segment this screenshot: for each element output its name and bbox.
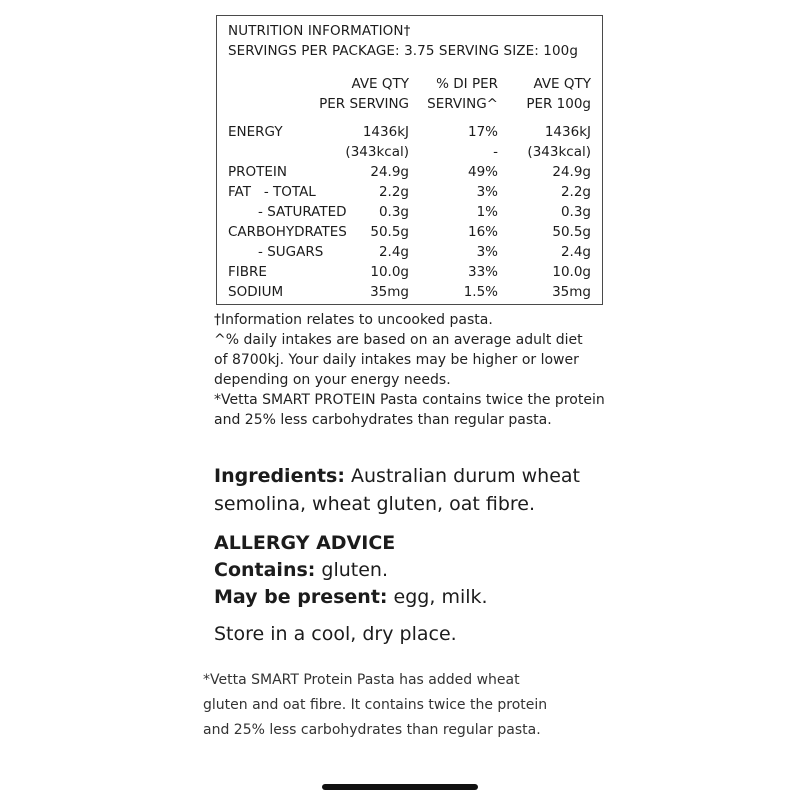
footnote-line: and 25% less carbohydrates than regular pasta.: [203, 722, 541, 738]
allergy-advice: [214, 530, 614, 611]
note-line: ^% daily intakes are based on an average adult diet: [214, 332, 583, 348]
note-line: *Vetta SMART PROTEIN Pasta contains twice the protein: [214, 392, 605, 408]
table-row: [217, 282, 602, 302]
nutrition-rows: [217, 122, 602, 302]
value-daily-intake: 49%: [467, 164, 498, 180]
value-per-serving: 24.9g: [370, 164, 409, 180]
table-row: [217, 262, 602, 282]
nutrition-table: [217, 74, 602, 302]
value-per-100g: 1436kJ: [544, 124, 591, 140]
table-row: [217, 162, 602, 182]
header-per-serving-sub: PER SERVING: [319, 96, 409, 112]
value-per-100g: (343kcal): [527, 144, 591, 160]
table-header-row-2: [217, 94, 602, 114]
table-row: [217, 242, 602, 262]
nutrition-title: NUTRITION INFORMATION†: [228, 23, 411, 39]
value-per-100g: 2.4g: [560, 244, 591, 260]
note-line: †Information relates to uncooked pasta.: [214, 312, 493, 328]
nutrient-label: CARBOHYDRATES: [228, 224, 347, 240]
header-di-sub: SERVING^: [427, 96, 498, 112]
may-contain-label: May be present:: [214, 586, 388, 608]
value-per-100g: 10.0g: [552, 264, 591, 280]
nutrient-label: FIBRE: [228, 264, 267, 280]
nutrient-label: - SATURATED: [228, 204, 347, 220]
value-per-100g: 2.2g: [560, 184, 591, 200]
ingredients-text: Australian durum wheat: [344, 465, 581, 487]
header-per-serving: AVE QTY: [351, 76, 409, 92]
value-per-serving: (343kcal): [345, 144, 409, 160]
value-per-serving: 1436kJ: [362, 124, 409, 140]
note-line: and 25% less carbohydrates than regular pasta.: [214, 412, 552, 428]
table-row: [217, 202, 602, 222]
value-daily-intake: 17%: [467, 124, 498, 140]
value-per-serving: 50.5g: [370, 224, 409, 240]
header-per-100g: AVE QTY: [533, 76, 591, 92]
value-daily-intake: 1.5%: [463, 284, 498, 300]
table-row: [217, 222, 602, 242]
value-daily-intake: 3%: [476, 244, 498, 260]
value-daily-intake: 33%: [467, 264, 498, 280]
value-daily-intake: 3%: [476, 184, 498, 200]
table-row: [217, 142, 602, 162]
contains-label: Contains:: [214, 559, 316, 581]
note-line: of 8700kj. Your daily intakes may be higher or lower: [214, 352, 579, 368]
footnote-line: *Vetta SMART Protein Pasta has added wheat: [203, 672, 520, 688]
value-daily-intake: 1%: [476, 204, 498, 220]
value-per-100g: 0.3g: [560, 204, 591, 220]
value-per-100g: 35mg: [552, 284, 591, 300]
footnote-line: gluten and oat fibre. It contains twice the protein: [203, 697, 548, 713]
nutrient-label: PROTEIN: [228, 164, 288, 180]
nutrient-label: SODIUM: [228, 284, 284, 300]
nutrition-information-panel: [216, 15, 603, 305]
value-per-serving: 2.4g: [378, 244, 409, 260]
ingredients-block: [214, 462, 614, 518]
header-di: % DI PER: [436, 76, 498, 92]
table-row: [217, 182, 602, 202]
allergy-heading: ALLERGY ADVICE: [214, 532, 396, 554]
value-per-100g: 50.5g: [552, 224, 591, 240]
ingredients-text-cont: semolina, wheat gluten, oat fibre.: [214, 493, 535, 515]
nutrient-label: ENERGY: [228, 124, 283, 140]
value-daily-intake: 16%: [467, 224, 498, 240]
product-footnote: [203, 668, 583, 743]
home-indicator[interactable]: [322, 784, 478, 790]
note-line: depending on your energy needs.: [214, 372, 451, 388]
value-per-serving: 35mg: [370, 284, 409, 300]
ingredients-label: Ingredients:: [214, 465, 345, 487]
value-per-serving: 2.2g: [378, 184, 409, 200]
value-per-100g: 24.9g: [552, 164, 591, 180]
value-per-serving: 0.3g: [378, 204, 409, 220]
servings-info: SERVINGS PER PACKAGE: 3.75 SERVING SIZE: 100g: [228, 43, 579, 59]
storage-instructions: Store in a cool, dry place.: [214, 623, 457, 645]
may-contain-value: egg, milk.: [387, 586, 488, 608]
table-header-row-1: [217, 74, 602, 94]
value-daily-intake: -: [493, 144, 498, 160]
nutrition-notes: [214, 310, 604, 430]
value-per-serving: 10.0g: [370, 264, 409, 280]
contains-value: gluten.: [315, 559, 389, 581]
nutrient-label: FAT - TOTAL: [228, 184, 316, 200]
header-per-100g-sub: PER 100g: [526, 96, 591, 112]
table-row: [217, 122, 602, 142]
nutrient-label: - SUGARS: [228, 244, 324, 260]
